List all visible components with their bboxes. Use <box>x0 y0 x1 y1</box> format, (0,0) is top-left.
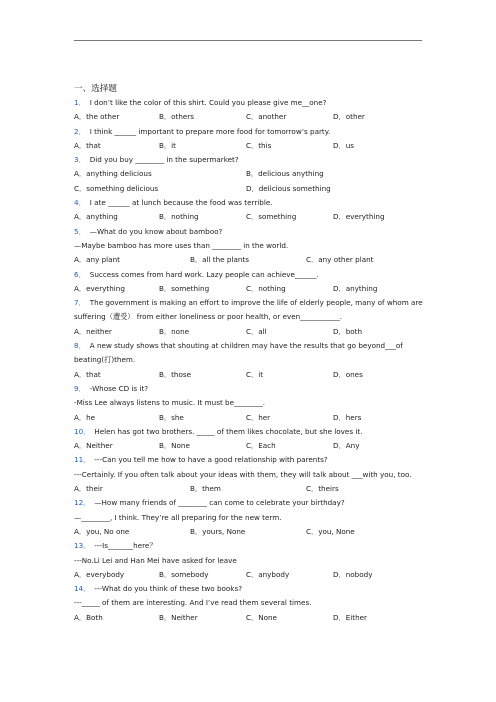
answer-option[interactable]: A．that <box>74 140 101 150</box>
question-item <box>74 96 424 125</box>
answer-option[interactable]: D．other <box>333 112 365 122</box>
question-list <box>74 96 424 625</box>
question-stem <box>74 496 424 510</box>
answer-option[interactable]: D．everything <box>333 212 385 222</box>
answer-option[interactable]: A．anything delicious <box>74 169 152 179</box>
answer-option[interactable]: B．those <box>159 369 192 379</box>
question-item <box>74 268 424 297</box>
question-text: suffering（遭受） from either loneliness or poor health, or even___________. <box>74 312 343 322</box>
question-stem <box>74 453 424 467</box>
option-row <box>74 411 424 425</box>
answer-option[interactable]: C．you, None <box>306 526 355 536</box>
option-row <box>74 568 424 582</box>
answer-option[interactable]: A．neither <box>74 326 112 336</box>
question-text: I ate ______ at lunch because the food was terrible. <box>89 198 273 208</box>
answer-option[interactable]: A．any plant <box>74 255 120 265</box>
question-number: 3． <box>74 155 86 165</box>
question-item <box>74 339 424 382</box>
answer-option[interactable]: B．nothing <box>159 212 199 222</box>
question-number: 13． <box>74 541 91 551</box>
header-rule <box>74 40 422 41</box>
option-row <box>74 482 424 496</box>
question-text: I think ______ important to prepare more food for tomorrow’s party. <box>89 126 331 136</box>
question-number: 12． <box>74 498 91 508</box>
question-stem <box>74 425 424 439</box>
option-row <box>74 167 424 181</box>
question-text: Success comes from hard work. Lazy people can achieve______. <box>89 269 319 279</box>
question-stem-continued <box>74 239 424 253</box>
question-stem <box>74 225 424 239</box>
question-item <box>74 153 424 196</box>
answer-option[interactable]: C．another <box>246 112 287 122</box>
answer-option[interactable]: C．None <box>246 612 277 622</box>
question-item <box>74 582 424 625</box>
answer-option[interactable]: A．he <box>74 412 96 422</box>
answer-option[interactable]: D．both <box>333 326 363 336</box>
question-stem-continued <box>74 310 424 324</box>
question-text: Did you buy ________ in the supermarket? <box>89 155 239 165</box>
question-stem-continued <box>74 511 424 525</box>
answer-option[interactable]: B．others <box>159 112 195 122</box>
answer-option[interactable]: B．something <box>159 283 210 293</box>
question-number: 10． <box>74 426 91 436</box>
question-text: beating(打)them. <box>74 355 136 365</box>
question-number: 14． <box>74 584 91 594</box>
question-item <box>74 425 424 454</box>
answer-option[interactable]: A．their <box>74 484 103 494</box>
answer-option[interactable]: C．theirs <box>306 484 339 494</box>
question-text: ---_____ of them are interesting. And I’ve read them several times. <box>74 598 312 608</box>
answer-option[interactable]: D．Either <box>333 612 368 622</box>
answer-option[interactable]: B．them <box>190 484 221 494</box>
answer-option[interactable]: C．something <box>246 212 297 222</box>
option-row <box>74 182 424 196</box>
question-number: 11． <box>74 455 91 465</box>
question-stem <box>74 296 424 310</box>
answer-option[interactable]: D．anything <box>333 283 378 293</box>
question-stem <box>74 339 424 353</box>
question-stem-continued <box>74 353 424 367</box>
option-row <box>74 439 424 453</box>
question-stem <box>74 268 424 282</box>
answer-option[interactable]: B．yours, None <box>190 526 246 536</box>
question-text: —How many friends of ________ can come to celebrate your birthday? <box>94 498 345 508</box>
answer-option[interactable]: C．her <box>246 412 271 422</box>
question-text: ---Is_______here？ <box>94 541 157 551</box>
question-item <box>74 496 424 539</box>
question-stem-continued <box>74 468 424 482</box>
question-number: 7． <box>74 298 86 308</box>
question-number: 6． <box>74 269 86 279</box>
answer-option[interactable]: A．everything <box>74 283 125 293</box>
answer-option[interactable]: A．the other <box>74 112 120 122</box>
question-item <box>74 539 424 582</box>
answer-option[interactable]: A．you, No one <box>74 526 130 536</box>
answer-option[interactable]: D．Any <box>333 441 360 451</box>
question-stem-continued <box>74 396 424 410</box>
question-number: 9． <box>74 383 86 393</box>
question-number: 2． <box>74 126 86 136</box>
option-row <box>74 110 424 124</box>
question-item <box>74 296 424 339</box>
answer-option[interactable]: D．nobody <box>333 569 373 579</box>
question-text: -Whose CD is it? <box>89 383 149 393</box>
answer-option[interactable]: B．all the plants <box>190 255 249 265</box>
option-row <box>74 525 424 539</box>
answer-option[interactable]: B．she <box>159 412 184 422</box>
question-item <box>74 225 424 268</box>
answer-option[interactable]: A．Both <box>74 612 103 622</box>
answer-option[interactable]: C．nothing <box>246 283 286 293</box>
question-text: I don’t like the color of this shirt. Could you please give me__one? <box>89 98 327 107</box>
question-stem <box>74 125 424 139</box>
option-row <box>74 210 424 224</box>
question-text: Helen has got two brothers. _____ of them likes chocolate, but she loves it. <box>94 426 363 436</box>
option-row <box>74 253 424 267</box>
question-text: -Miss Lee always listens to music. It must be________. <box>74 398 266 408</box>
answer-option[interactable]: C．anybody <box>246 569 290 579</box>
question-item <box>74 125 424 154</box>
question-stem-continued <box>74 554 424 568</box>
question-number: 8． <box>74 341 86 351</box>
question-stem <box>74 96 424 110</box>
option-row <box>74 282 424 296</box>
answer-option[interactable]: D．delicious something <box>246 183 331 193</box>
question-stem <box>74 582 424 596</box>
answer-option[interactable]: C．Each <box>246 441 276 451</box>
answer-option[interactable]: D．us <box>333 140 355 150</box>
answer-option[interactable]: B．delicious anything <box>246 169 324 179</box>
option-row <box>74 368 424 382</box>
answer-option[interactable]: C．this <box>246 140 272 150</box>
question-number: 4． <box>74 198 86 208</box>
question-item <box>74 382 424 425</box>
option-row <box>74 325 424 339</box>
question-text: —What do you know about bamboo? <box>89 226 223 236</box>
answer-option[interactable]: A．Neither <box>74 441 113 451</box>
question-item <box>74 196 424 225</box>
answer-option[interactable]: B．it <box>159 140 176 150</box>
question-text: ---Can you tell me how to have a good relationship with parents? <box>94 455 328 465</box>
answer-option[interactable]: B．None <box>159 441 190 451</box>
answer-option[interactable]: B．Neither <box>159 612 198 622</box>
answer-option[interactable]: D．hers <box>333 412 362 422</box>
question-stem <box>74 539 424 553</box>
option-row <box>74 139 424 153</box>
answer-option[interactable]: C．all <box>246 326 267 336</box>
question-text: ---What do you think of these two books? <box>94 584 243 594</box>
section-title: 一、选择题 <box>74 84 117 94</box>
question-text: The government is making an effort to improve the life of elderly people, many of whom are <box>89 298 423 308</box>
answer-option[interactable]: C．it <box>246 369 264 379</box>
question-text: —________, I think. They’re all preparing for the new term. <box>74 512 282 522</box>
question-number: 1． <box>74 98 86 107</box>
answer-option[interactable]: B．none <box>159 326 190 336</box>
question-text: ---Certainly. If you often talk about your ideas with them, they will talk about ___with you, too. <box>74 469 412 479</box>
question-stem <box>74 153 424 167</box>
answer-option[interactable]: A．that <box>74 369 101 379</box>
question-number: 5． <box>74 226 86 236</box>
question-item <box>74 453 424 496</box>
answer-option[interactable]: C．something delicious <box>74 183 159 193</box>
question-text: A new study shows that shouting at children may have the results that go beyond___of <box>89 341 403 351</box>
question-stem <box>74 382 424 396</box>
content-area <box>74 82 424 625</box>
answer-option[interactable]: D．ones <box>333 369 363 379</box>
answer-option[interactable]: C．any other plant <box>306 255 374 265</box>
question-text: ---No.Li Lei and Han Mei have asked for leave <box>74 555 237 565</box>
answer-option[interactable]: A．everybody <box>74 569 125 579</box>
option-row <box>74 611 424 625</box>
question-stem-continued <box>74 596 424 610</box>
answer-option[interactable]: A．anything <box>74 212 118 222</box>
answer-option[interactable]: B．somebody <box>159 569 209 579</box>
question-stem <box>74 196 424 210</box>
question-text: —Maybe bamboo has more uses than ________ in the world. <box>74 240 289 250</box>
